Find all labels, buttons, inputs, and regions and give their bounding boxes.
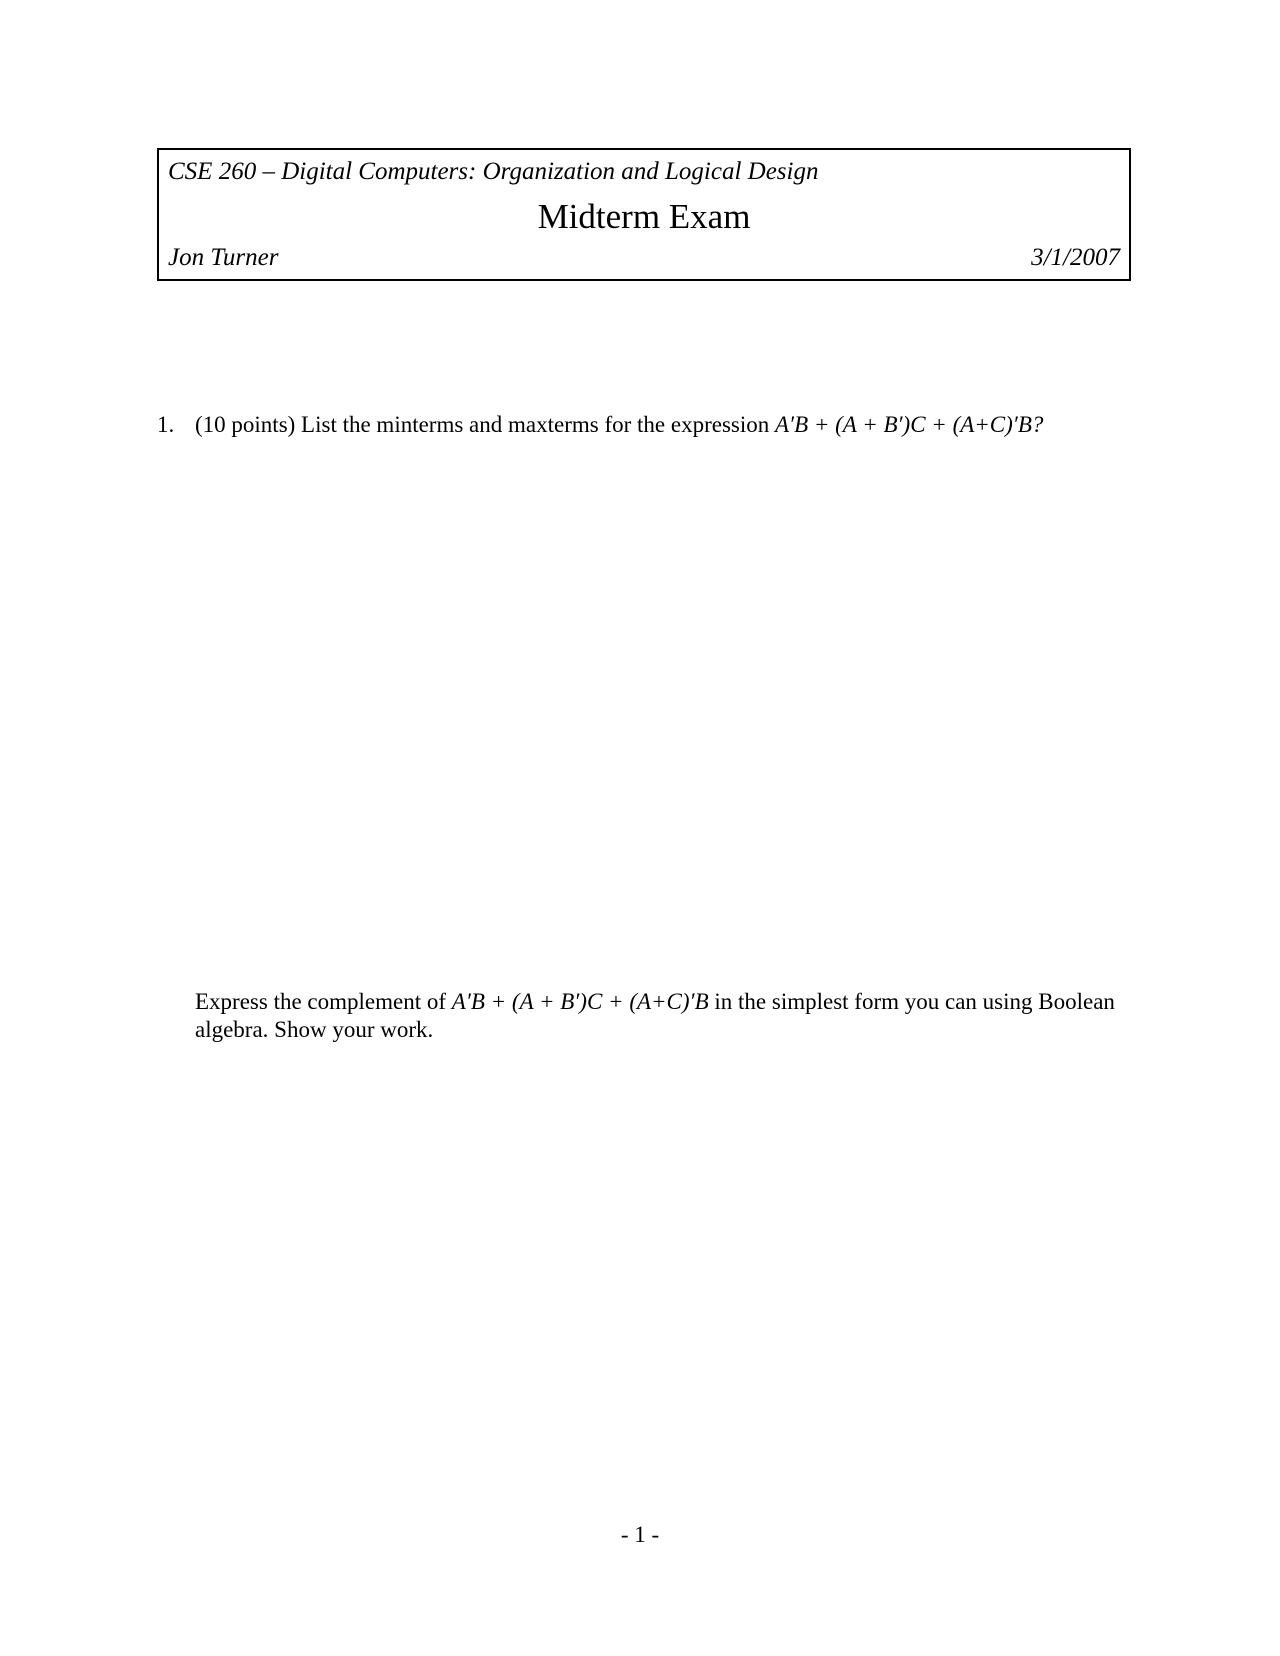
boolean-expression: A′B + (A + B′)C + (A+C)′B xyxy=(451,989,709,1014)
course-title: CSE 260 – Digital Computers: Organization and Logical Design xyxy=(168,158,819,185)
exam-title: Midterm Exam xyxy=(537,197,751,236)
question-number: 1. xyxy=(157,412,175,437)
question-1-part-2 xyxy=(195,988,1125,1044)
author-name: Jon Turner xyxy=(168,244,279,271)
question-text: (10 points) List the minterms and maxterms for the expression xyxy=(195,412,770,437)
page-number: - 1 - xyxy=(620,1522,660,1547)
exam-header xyxy=(157,148,1131,281)
boolean-expression: A′B + (A + B′)C + (A+C)′B? xyxy=(775,412,1044,437)
exam-date: 3/1/2007 xyxy=(1031,244,1120,271)
sub-question-text-end: in the simplest form you can using Boolean algebra. Show your work. xyxy=(195,989,1115,1042)
question-1 xyxy=(157,412,1043,438)
sub-question-text-start: Express the complement of xyxy=(195,989,447,1014)
